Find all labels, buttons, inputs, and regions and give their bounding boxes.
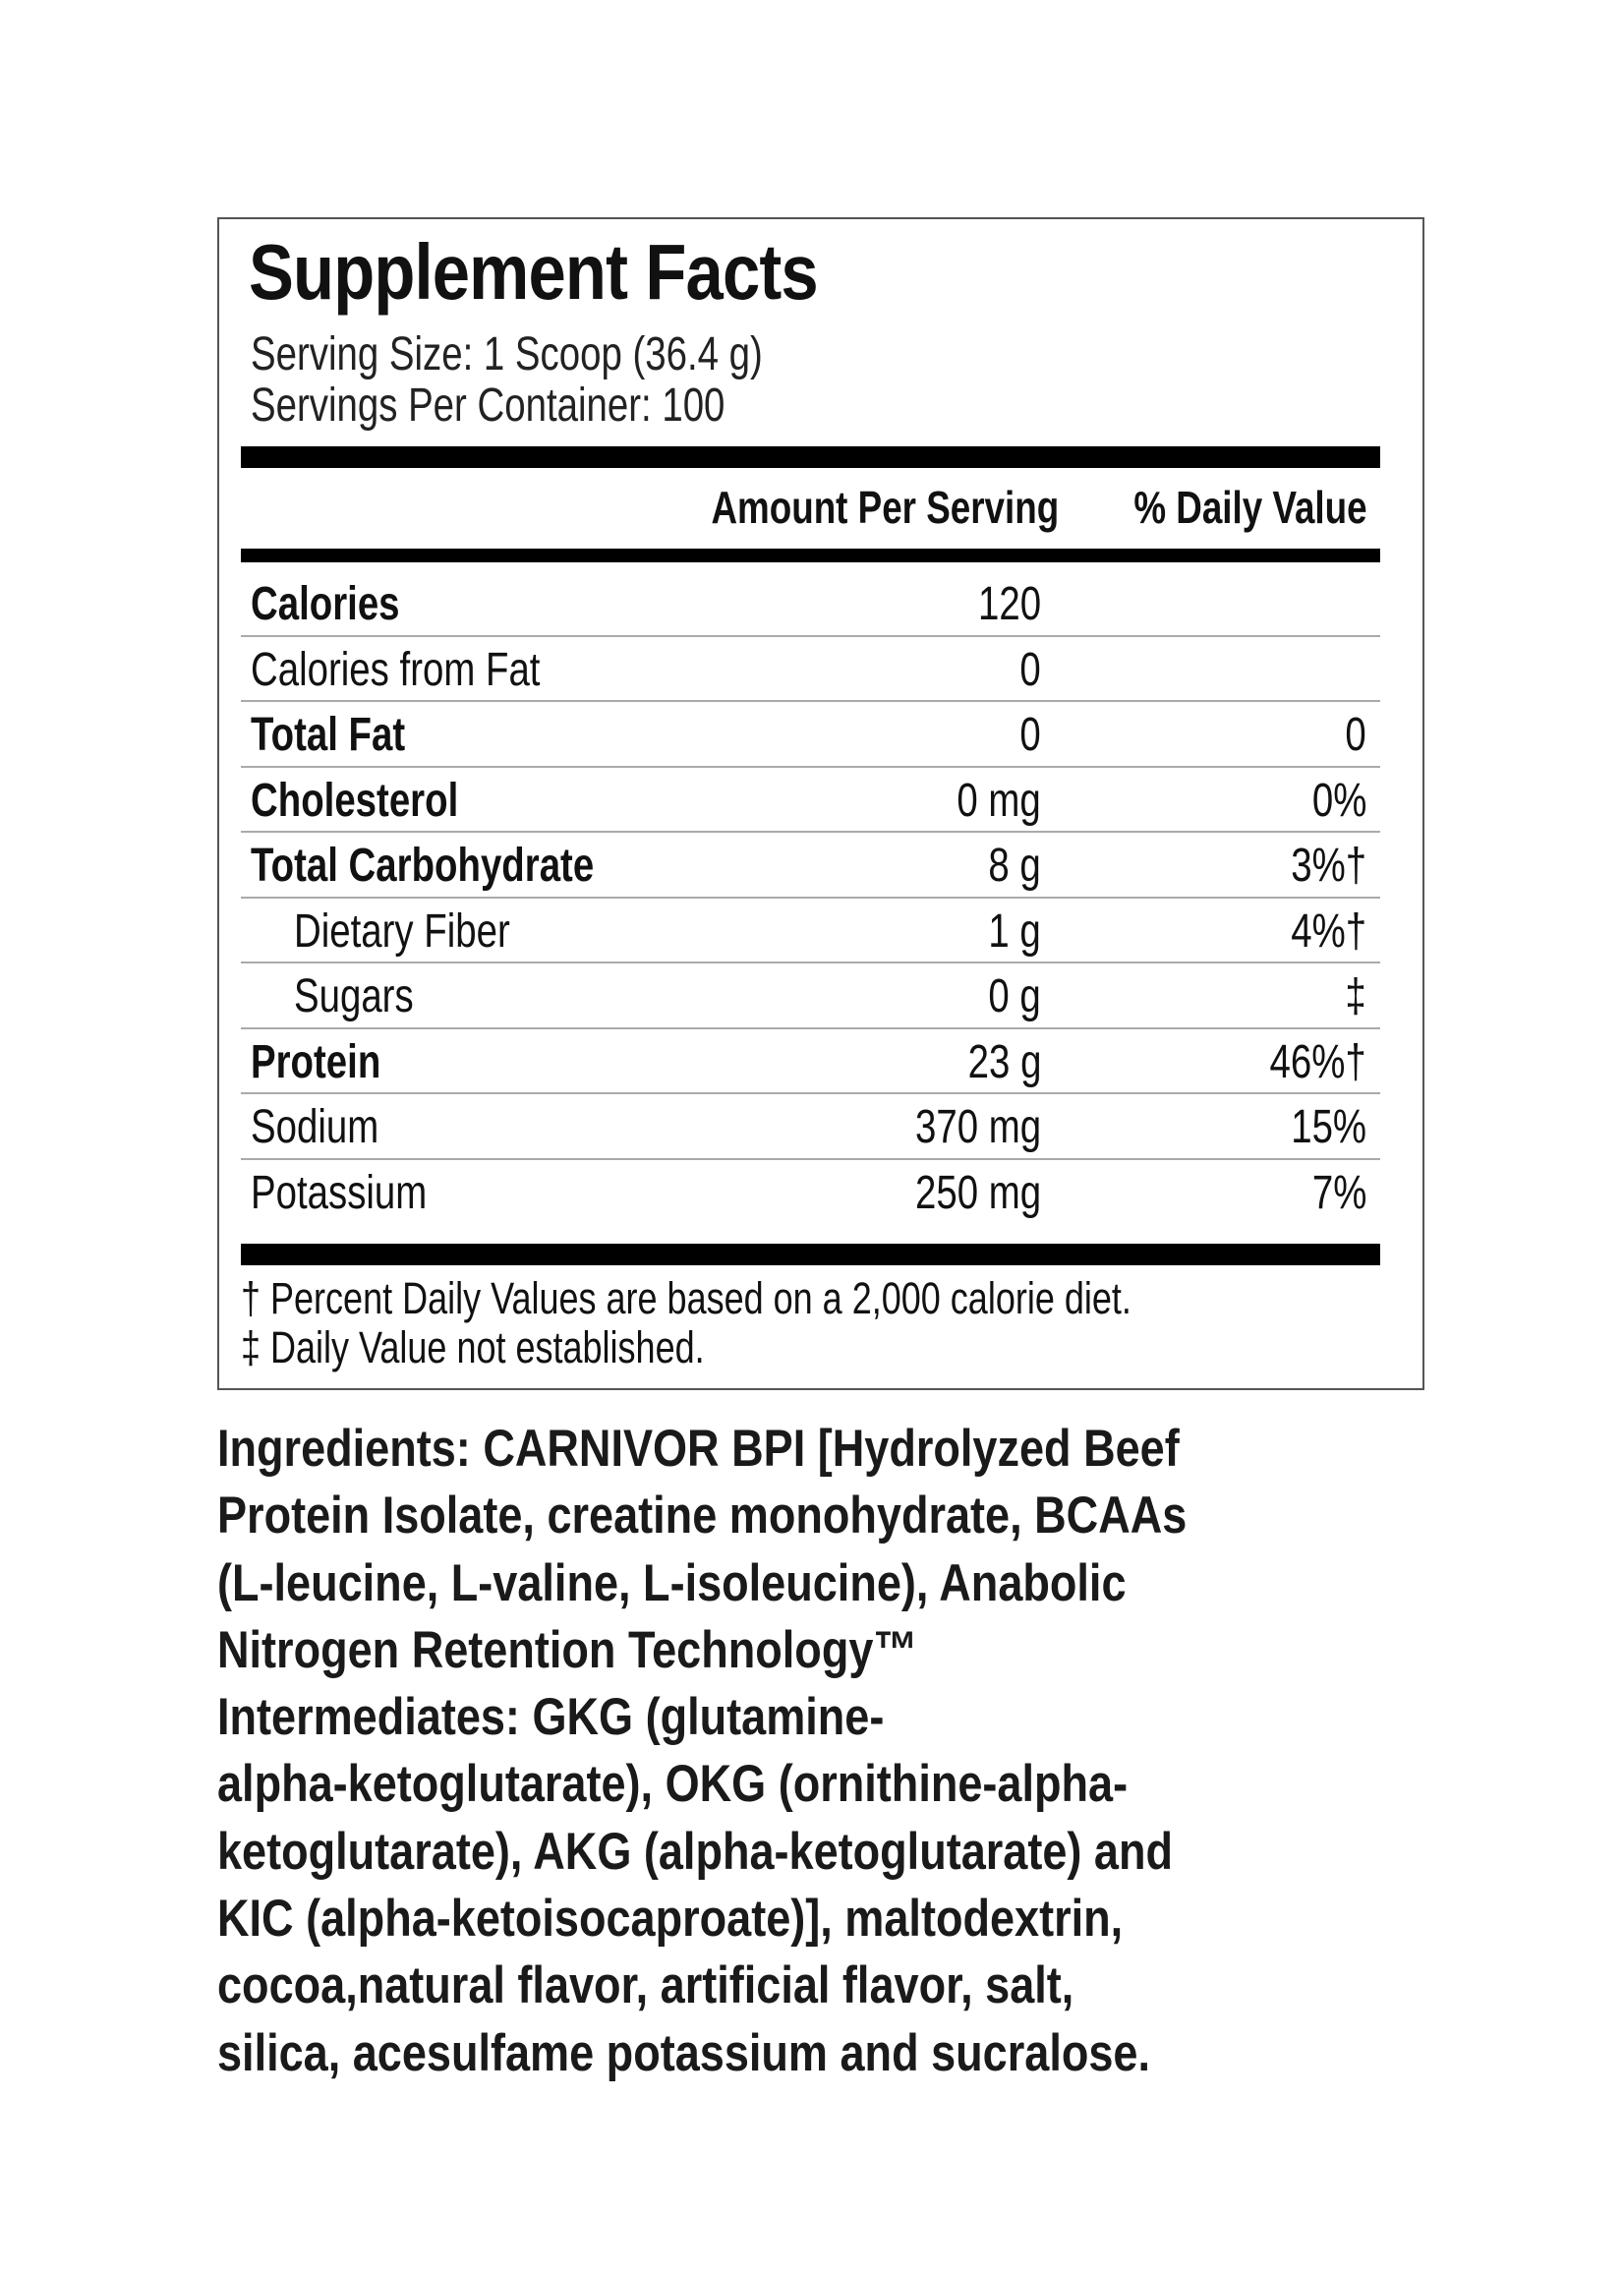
nutrient-amount: 0 mg [957,774,1041,827]
nutrient-daily-value: 46%† [1269,1035,1366,1088]
nutrient-daily-value: 0 [1345,709,1366,761]
ingredients-line: Intermediates: GKG (glutamine- [217,1688,885,1747]
nutrient-label: Sugars [294,970,414,1022]
ingredients-line: (L-leucine, L-valine, L-isoleucine), Anabolic [217,1553,1127,1612]
thick-divider [241,446,1380,468]
nutrient-daily-value: 15% [1291,1101,1366,1153]
nutrient-amount: 250 mg [914,1166,1041,1219]
nutrient-daily-value: 3%† [1291,840,1366,892]
servings-per-container: Servings Per Container: 100 [251,379,725,432]
table-row [241,899,1380,964]
nutrient-label: Dietary Fiber [294,904,510,958]
nutrient-amount: 370 mg [914,1101,1041,1153]
nutrient-label: Potassium [251,1166,428,1219]
ingredients-text [217,1416,1397,2087]
footnote-dagger: † Percent Daily Values are based on a 2,000 calorie diet. [241,1273,1131,1323]
nutrient-label: Cholesterol [251,774,459,827]
table-row [241,1029,1380,1095]
thick-divider-bottom [241,1244,1380,1265]
nutrient-label: Sodium [251,1101,379,1153]
table-row [241,1094,1380,1160]
panel-title: Supplement Facts [249,228,818,316]
ingredients-line: alpha-ketoglutarate), OKG (ornithine-alpha- [217,1755,1129,1814]
nutrient-daily-value: ‡ [1345,970,1366,1022]
nutrient-label: Total Carbohydrate [251,840,595,892]
medium-divider [241,549,1380,562]
ingredients-line: cocoa,natural flavor, artificial flavor, salt, [217,1956,1074,2015]
ingredients-line: silica, acesulfame potassium and sucralose. [217,2023,1150,2082]
nutrient-label: Total Fat [251,709,406,761]
daily-value-header: % Daily Value [1133,482,1367,533]
table-row [241,768,1380,834]
table-row [241,637,1380,703]
table-row [241,833,1380,899]
ingredients-line: Protein Isolate, creatine monohydrate, BCAAs [217,1487,1188,1545]
nutrient-amount: 0 g [988,970,1041,1022]
ingredients-line: Nitrogen Retention Technology™ [217,1620,918,1679]
nutrient-amount: 23 g [967,1035,1041,1088]
table-row [241,702,1380,768]
nutrient-amount: 1 g [988,904,1041,958]
table-row [241,1160,1380,1226]
nutrient-amount: 120 [977,578,1041,630]
nutrient-amount: 0 [1019,709,1041,761]
nutrient-label: Protein [251,1035,381,1088]
nutrient-label: Calories [251,578,400,630]
serving-size: Serving Size: 1 Scoop (36.4 g) [251,328,763,380]
footnote-double-dagger: ‡ Daily Value not established. [241,1322,705,1372]
nutrient-daily-value: 7% [1311,1166,1366,1219]
nutrient-amount: 0 [1019,643,1041,696]
nutrient-daily-value: 0% [1311,774,1366,827]
supplement-facts-panel [217,217,1424,1390]
ingredients-line: KIC (alpha-ketoisocaproate)], maltodextrin, [217,1890,1124,1949]
table-row [241,963,1380,1029]
ingredients-line: ketoglutarate), AKG (alpha-ketoglutarate) and [217,1822,1174,1881]
amount-per-serving-header: Amount Per Serving [711,482,1059,533]
nutrient-daily-value: 4%† [1291,904,1366,958]
ingredients-line: Ingredients: CARNIVOR BPI [Hydrolyzed Beef [217,1420,1180,1478]
table-row [241,571,1380,637]
nutrient-label: Calories from Fat [251,643,541,696]
nutrient-table [241,571,1380,1225]
nutrient-amount: 8 g [988,840,1041,892]
